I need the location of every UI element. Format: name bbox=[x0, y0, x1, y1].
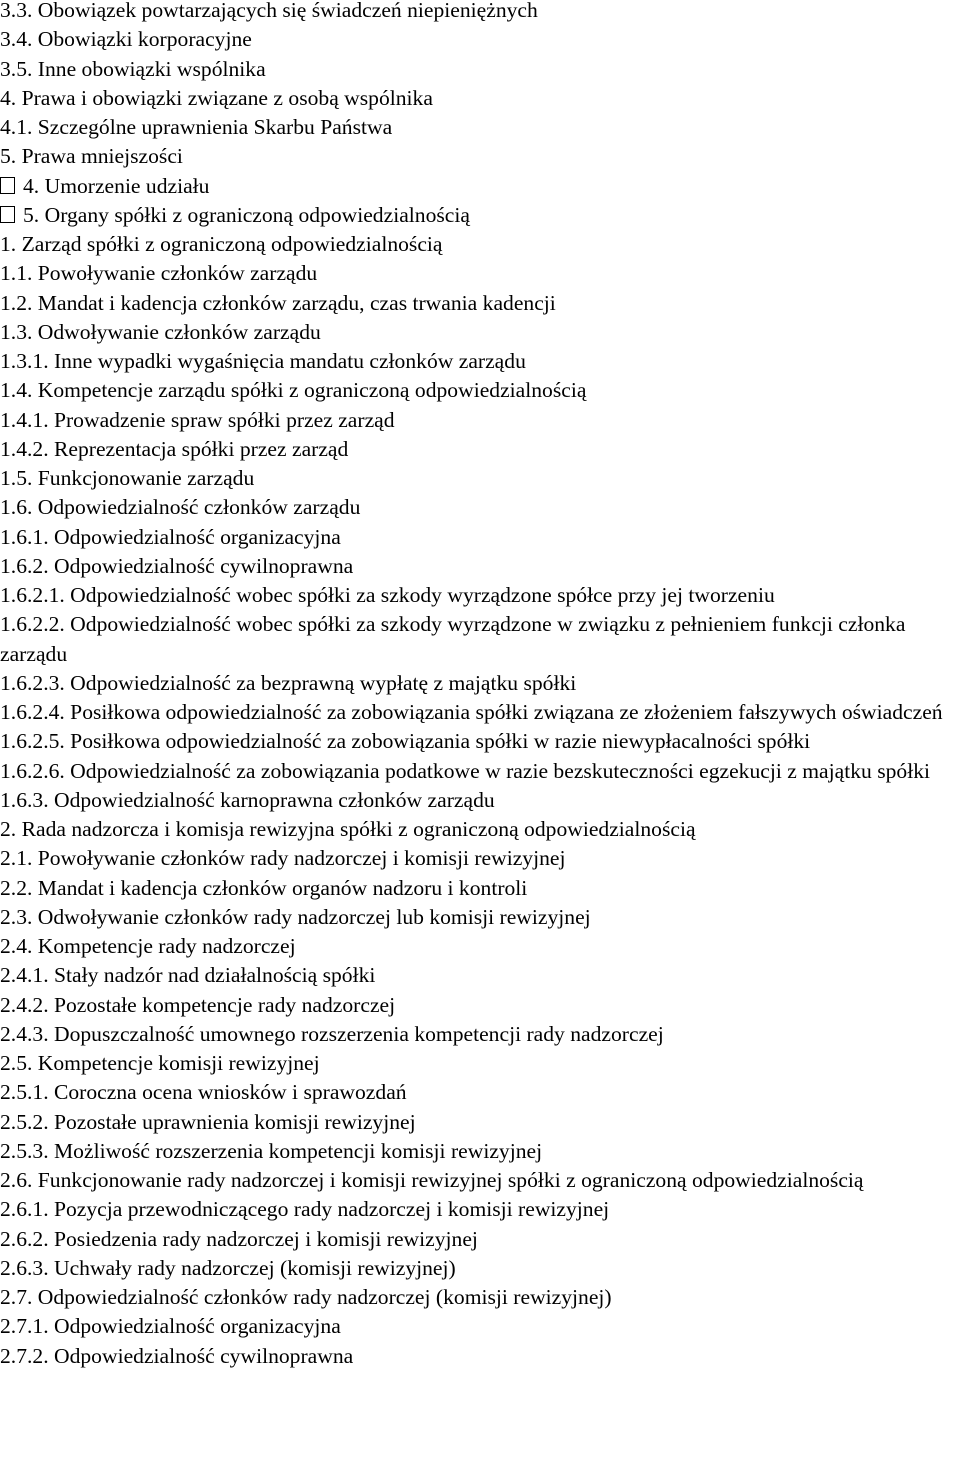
toc-entry-text: 2.4.1. Stały nadzór nad działalnością spółki bbox=[0, 963, 376, 988]
toc-entry bbox=[0, 523, 960, 552]
toc-entry-text: 2.7.1. Odpowiedzialność organizacyjna bbox=[0, 1314, 341, 1339]
toc-entry-text: 1.1. Powoływanie członków zarządu bbox=[0, 261, 318, 286]
toc-entry-text: 1.6.2.3. Odpowiedzialność za bezprawną wypłatę z majątku spółki bbox=[0, 670, 577, 695]
toc-entry bbox=[0, 581, 960, 610]
toc-entry bbox=[0, 347, 960, 376]
toc-entry-text: 2.6.1. Pozycja przewodniczącego rady nadzorczej i komisji rewizyjnej bbox=[0, 1197, 610, 1222]
toc-entry bbox=[0, 874, 960, 903]
toc-entry bbox=[0, 406, 960, 435]
toc-entry-text: 1.6.2.6. Odpowiedzialność za zobowiązania podatkowe w razie bezskuteczności egzekucji z majątku spółki bbox=[0, 758, 930, 783]
toc-entry-text: 1.6.2.1. Odpowiedzialność wobec spółki za szkody wyrządzone spółce przy jej tworzeniu bbox=[0, 583, 775, 607]
toc-entry bbox=[0, 201, 960, 230]
toc-entry-text: 1.6.2. Odpowiedzialność cywilnoprawna bbox=[0, 553, 354, 578]
toc-entry bbox=[0, 1108, 960, 1137]
toc-entry-text: 2.4.2. Pozostałe kompetencje rady nadzorczej bbox=[0, 992, 396, 1017]
toc-entry-text: 1.6.3. Odpowiedzialność karnoprawna członków zarządu bbox=[0, 787, 495, 812]
toc-entry-text: 3.5. Inne obowiązki wspólnika bbox=[0, 56, 266, 81]
toc-entry bbox=[0, 113, 960, 142]
toc-entry bbox=[0, 844, 960, 873]
toc-entry-text: 1.6.2.2. Odpowiedzialność wobec spółki za szkody wyrządzone w związku z pełnieniem funkcji członka zarządu bbox=[0, 612, 906, 666]
toc-entry bbox=[0, 0, 960, 25]
toc-entry bbox=[0, 230, 960, 259]
toc-entry-text: 1.6.2.4. Posiłkowa odpowiedzialność za zobowiązania spółki związana ze złożeniem fałszywych oświadczeń bbox=[0, 700, 943, 724]
toc-entry bbox=[0, 1166, 960, 1195]
toc-entry bbox=[0, 142, 960, 171]
toc-entry bbox=[0, 1049, 960, 1078]
toc-entry-text: 1.2. Mandat i kadencja członków zarządu, czas trwania kadencji bbox=[0, 290, 556, 315]
toc-entry-text: 5. Organy spółki z ograniczoną odpowiedzialnością bbox=[23, 202, 470, 227]
toc-entry-text: 2.6.3. Uchwały rady nadzorczej (komisji rewizyjnej) bbox=[0, 1255, 456, 1280]
toc-entry bbox=[0, 1078, 960, 1107]
toc-entry-text: 1.6.2.5. Posiłkowa odpowiedzialność za zobowiązania spółki w razie niewypłacalności spółki bbox=[0, 729, 811, 754]
toc-entry-text: 1.6.1. Odpowiedzialność organizacyjna bbox=[0, 524, 341, 549]
toc-entry bbox=[0, 1283, 960, 1312]
toc-entry bbox=[0, 786, 960, 815]
toc-entry bbox=[0, 1195, 960, 1224]
toc-entry bbox=[0, 1020, 960, 1049]
toc-entry bbox=[0, 757, 960, 786]
toc-entry-text: 2.5. Kompetencje komisji rewizyjnej bbox=[0, 1051, 320, 1075]
toc-entry bbox=[0, 464, 960, 493]
toc-entry-text: 1.5. Funkcjonowanie zarządu bbox=[0, 466, 255, 490]
missing-glyph-box-icon bbox=[0, 177, 15, 194]
toc-entry-text: 4.1. Szczególne uprawnienia Skarbu Państwa bbox=[0, 115, 393, 139]
toc-entry bbox=[0, 435, 960, 464]
toc-entry bbox=[0, 259, 960, 288]
toc-entry bbox=[0, 1254, 960, 1283]
toc-entry-text: 2.5.1. Coroczna ocena wniosków i sprawozdań bbox=[0, 1080, 407, 1105]
toc-entry-text: 2.7. Odpowiedzialność członków rady nadzorczej (komisji rewizyjnej) bbox=[0, 1285, 612, 1309]
toc-entry bbox=[0, 318, 960, 347]
toc-entry bbox=[0, 669, 960, 698]
toc-entry bbox=[0, 991, 960, 1020]
toc-entry-text: 4. Prawa i obowiązki związane z osobą wspólnika bbox=[0, 85, 433, 110]
toc-entry-text: 1. Zarząd spółki z ograniczoną odpowiedzialnością bbox=[0, 232, 443, 256]
toc-entry bbox=[0, 289, 960, 318]
toc-entry-text: 2.1. Powoływanie członków rady nadzorczej i komisji rewizyjnej bbox=[0, 846, 566, 871]
toc-entry-text: 1.3.1. Inne wypadki wygaśnięcia mandatu członków zarządu bbox=[0, 349, 526, 373]
toc-entry-text: 2. Rada nadzorcza i komisja rewizyjna spółki z ograniczoną odpowiedzialnością bbox=[0, 817, 696, 841]
toc-entry bbox=[0, 1312, 960, 1341]
toc-entry-text: 2.3. Odwoływanie członków rady nadzorczej lub komisji rewizyjnej bbox=[0, 904, 591, 929]
toc-entry-text: 2.5.2. Pozostałe uprawnienia komisji rewizyjnej bbox=[0, 1109, 416, 1134]
toc-entry-text: 3.4. Obowiązki korporacyjne bbox=[0, 27, 252, 52]
toc-entry bbox=[0, 1225, 960, 1254]
toc-entry bbox=[0, 727, 960, 756]
toc-entry bbox=[0, 610, 960, 669]
toc-entry bbox=[0, 493, 960, 522]
toc-entry-text: 2.7.2. Odpowiedzialność cywilnoprawna bbox=[0, 1343, 354, 1368]
toc-entry-text: 2.5.3. Możliwość rozszerzenia kompetencji komisji rewizyjnej bbox=[0, 1138, 543, 1163]
toc-entry-text: 2.6. Funkcjonowanie rady nadzorczej i komisji rewizyjnej spółki z ograniczoną odpowiedzialnością bbox=[0, 1168, 864, 1192]
toc-entry-text: 2.2. Mandat i kadencja członków organów nadzoru i kontroli bbox=[0, 875, 528, 900]
toc-entry-text: 2.4. Kompetencje rady nadzorczej bbox=[0, 934, 296, 958]
toc-entry bbox=[0, 55, 960, 84]
toc-entry bbox=[0, 903, 960, 932]
toc-entry bbox=[0, 815, 960, 844]
toc-entry-text: 1.3. Odwoływanie członków zarządu bbox=[0, 319, 321, 344]
toc-entry-text: 1.6. Odpowiedzialność członków zarządu bbox=[0, 495, 361, 520]
toc-entry-text: 1.4.1. Prowadzenie spraw spółki przez zarząd bbox=[0, 407, 395, 432]
toc-entry-text: 1.4.2. Reprezentacja spółki przez zarząd bbox=[0, 436, 349, 461]
toc-entry-text: 3.3. Obowiązek powtarzających się świadczeń niepieniężnych bbox=[0, 0, 538, 22]
toc-entry bbox=[0, 1342, 960, 1371]
toc-entry bbox=[0, 1137, 960, 1166]
toc-entry bbox=[0, 25, 960, 54]
toc-entry-text: 4. Umorzenie udziału bbox=[23, 173, 210, 198]
toc-entry-text: 1.4. Kompetencje zarządu spółki z ograniczoną odpowiedzialnością bbox=[0, 378, 587, 403]
toc-entry bbox=[0, 961, 960, 990]
toc-entry-text: 2.6.2. Posiedzenia rady nadzorczej i komisji rewizyjnej bbox=[0, 1226, 478, 1251]
toc-entry-text: 2.4.3. Dopuszczalność umownego rozszerzenia kompetencji rady nadzorczej bbox=[0, 1021, 664, 1046]
toc-entry bbox=[0, 552, 960, 581]
toc-entry bbox=[0, 698, 960, 727]
missing-glyph-box-icon bbox=[0, 206, 15, 223]
toc-entry bbox=[0, 932, 960, 961]
toc-entry bbox=[0, 376, 960, 405]
toc-entry-text: 5. Prawa mniejszości bbox=[0, 144, 183, 169]
toc-entry bbox=[0, 84, 960, 113]
toc-entry bbox=[0, 172, 960, 201]
